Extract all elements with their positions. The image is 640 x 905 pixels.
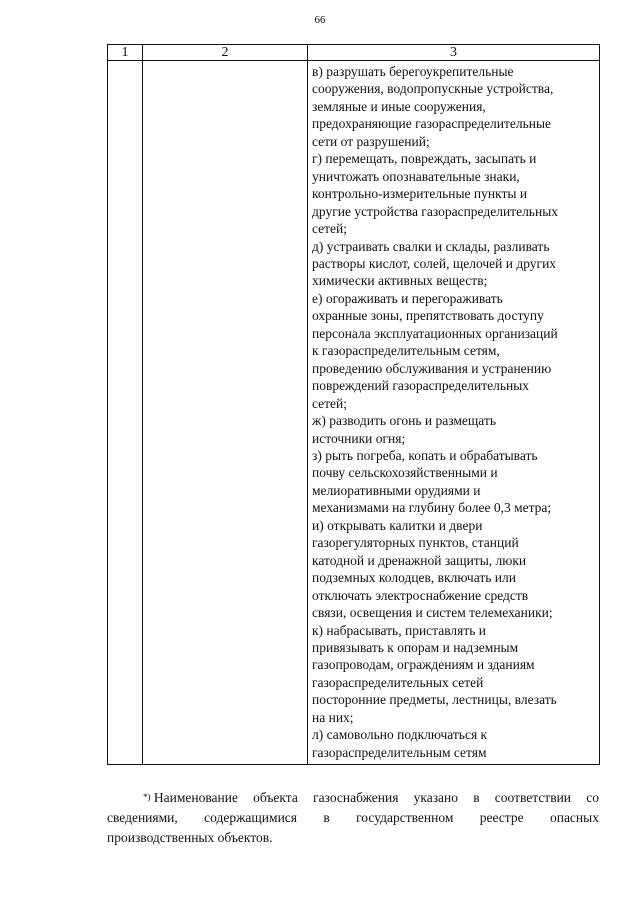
text-line: привязывать к опорам и надземным [312,639,519,655]
footnote-word: реестре [479,810,524,825]
text-line: е) огораживать и перегораживать [312,290,503,306]
text-line: сетей; [312,221,348,237]
footnote-word: со [586,790,599,805]
text-line: газораспределительным сетям [312,744,487,760]
footnote-word: газоснабжения [313,790,399,805]
cell-col-1 [108,61,143,765]
text-line: источники огня; [312,430,406,446]
text-line: газопроводам, ограждениям и зданиям [312,657,535,673]
cell-col-2 [143,61,308,765]
text-line: на них; [312,709,354,725]
text-line: растворы кислот, солей, щелочей и других [312,255,557,271]
cell-col-3 [308,61,600,765]
text-line: газораспределительных сетей [312,674,484,690]
footnote-word: опасных [549,810,599,825]
page-number: 66 [314,14,326,26]
text-line: предохраняющие газораспределительные [312,116,552,132]
text-line: сети от разрушений; [312,133,430,149]
text-line: связи, освещения и систем телемеханики; [312,605,553,621]
footnote-word: сведениями, [107,810,178,825]
text-line: проведению обслуживания и устранению [312,360,552,376]
text-line: з) рыть погреба, копать и обрабатывать [312,447,538,463]
text-line: сооружения, водопропускные устройства, [312,81,554,97]
text-line: отключать электроснабжение средств [312,587,529,603]
text-line: и) открывать калитки и двери [312,517,483,533]
text-line: сетей; [312,395,348,411]
footnote-word: в [473,790,480,805]
header-col-3: 3 [308,45,600,61]
requirements-table [107,44,600,765]
footnote [107,788,599,848]
footnote-word: государственном [356,810,454,825]
text-line: г) перемещать, повреждать, засыпать и [312,151,537,167]
text-line: в) разрушать берегоукрепительные [312,64,514,79]
text-line: катодной и дренажной защиты, люки [312,552,527,568]
text-line: ж) разводить огонь и размещать [312,413,497,429]
text-line: персонала эксплуатационных организаций [312,325,558,341]
footnote-word: в [323,810,330,825]
text-line: посторонние предметы, лестницы, влезать [312,692,557,708]
text-line: контрольно-измерительные пункты и [312,186,528,202]
text-line: повреждений газораспределительных [312,378,530,394]
text-line: к газораспределительным сетям, [312,343,500,359]
footnote-word [143,788,238,808]
text-line: подземных колодцев, включать или [312,570,516,586]
text-line: химически активных веществ; [312,273,488,289]
footnote-word: объекта [253,790,298,805]
header-col-2: 2 [143,45,308,61]
table-header-row [108,45,600,61]
footnote-marker: *) [143,792,151,802]
footnote-line-1 [107,788,599,808]
header-col-1: 1 [108,45,143,61]
text-line: охранные зоны, препятствовать доступу [312,308,544,324]
footnote-word-text: Наименование [150,790,238,805]
table-row [108,61,600,765]
text-line: земляные и иные сооружения, [312,98,486,114]
footnote-line-3: производственных объектов. [107,830,273,845]
footnote-line-2 [107,808,599,828]
restrictions-list [312,63,596,761]
text-line: почву сельскохозяйственными и [312,465,498,481]
footnote-word: указано [413,790,459,805]
text-line: другие устройства газораспределительных [312,203,559,219]
text-line: л) самовольно подключаться к [312,727,488,743]
text-line: мелиоративными орудиями и [312,482,481,498]
footnote-word: содержащимися [204,810,297,825]
text-line: газорегуляторных пунктов, станций [312,535,519,551]
text-line: уничтожать опознавательные знаки, [312,168,520,184]
text-line: механизмами на глубину более 0,3 метра; [312,500,552,516]
text-line: д) устраивать свалки и склады, разливать [312,238,550,254]
footnote-word: соответствии [494,790,572,805]
text-line: к) набрасывать, приставлять и [312,622,487,638]
